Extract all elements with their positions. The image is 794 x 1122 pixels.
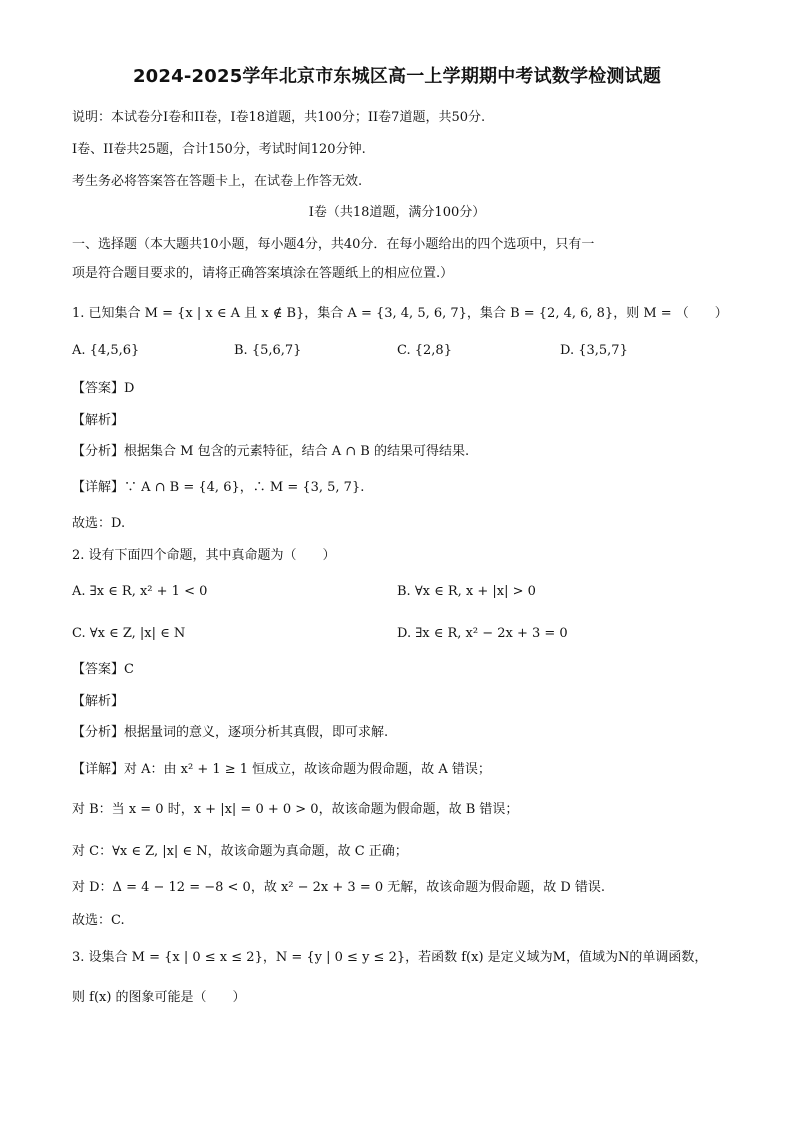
q2-option-a: A. ∃x ∈ R, x² + 1 < 0 bbox=[72, 584, 208, 599]
q1-option-b: B. {5,6,7} bbox=[234, 343, 302, 358]
q1-jiexi: 【解析】 bbox=[72, 413, 125, 428]
q1-option-a: A. {4,5,6} bbox=[72, 343, 140, 358]
q1-answer: 【答案】D bbox=[72, 381, 135, 396]
q3-stem-line-2: 则 f(x) 的图象可能是（ ） bbox=[72, 990, 246, 1005]
q2-option-b: B. ∀x ∈ R, x + |x| > 0 bbox=[397, 584, 536, 599]
q2-option-c: C. ∀x ∈ Z, |x| ∈ N bbox=[72, 626, 186, 641]
q2-jiexi: 【解析】 bbox=[72, 694, 125, 709]
intro-line-2: I卷、II卷共25题，合计150分，考试时间120分钟. bbox=[72, 142, 366, 157]
intro-line-1: 说明：本试卷分I卷和II卷，I卷18道题，共100分；II卷7道题，共50分. bbox=[72, 110, 486, 125]
q1-option-d: D. {3,5,7} bbox=[560, 343, 628, 358]
q2-conclusion: 故选：C. bbox=[72, 913, 125, 928]
q2-detail-b: 对 B：当 x = 0 时，x + |x| = 0 + 0 > 0，故该命题为假命题，故 B 错误； bbox=[72, 802, 519, 817]
q1-stem: 1. 已知集合 M = {x | x ∈ A 且 x ∉ B}，集合 A = {3, 4, 5, 6, 7}，集合 B = {2, 4, 6, 8}，则 M = （ ） bbox=[72, 306, 728, 321]
part-heading-line-1: 一、选择题（本大题共10小题，每小题4分，共40分．在每小题给出的四个选项中，只有一 bbox=[72, 237, 595, 252]
q2-detail-d: 对 D：Δ = 4 − 12 = −8 < 0，故 x² − 2x + 3 = 0 无解，故该命题为假命题，故 D 错误. bbox=[72, 880, 606, 895]
q1-detail: 【详解】∵ A ∩ B = {4, 6}，∴ M = {3, 5, 7}. bbox=[72, 480, 365, 495]
q2-analysis: 【分析】根据量词的意义，逐项分析其真假，即可求解. bbox=[72, 725, 389, 740]
q2-detail-a: 【详解】对 A：由 x² + 1 ≥ 1 恒成立，故该命题为假命题，故 A 错误； bbox=[72, 762, 491, 777]
q1-option-c: C. {2,8} bbox=[397, 343, 452, 358]
page-title: 2024-2025学年北京市东城区高一上学期期中考试数学检测试题 bbox=[132, 66, 662, 87]
q2-option-d: D. ∃x ∈ R, x² − 2x + 3 = 0 bbox=[397, 626, 568, 641]
section-heading: I卷（共18道题，满分100分） bbox=[308, 205, 486, 220]
q2-detail-c: 对 C：∀x ∈ Z, |x| ∈ N，故该命题为真命题，故 C 正确； bbox=[72, 844, 408, 859]
q1-analysis: 【分析】根据集合 M 包含的元素特征，结合 A ∩ B 的结果可得结果. bbox=[72, 444, 470, 459]
q3-stem-line-1: 3. 设集合 M = {x | 0 ≤ x ≤ 2}，N = {y | 0 ≤ y ≤ 2}，若函数 f(x) 是定义域为M，值域为N的单调函数， bbox=[72, 950, 708, 965]
intro-line-3: 考生务必将答案答在答题卡上，在试卷上作答无效. bbox=[72, 174, 363, 189]
q2-stem: 2. 设有下面四个命题，其中真命题为（ ） bbox=[72, 548, 336, 563]
q2-answer: 【答案】C bbox=[72, 662, 134, 677]
q1-conclusion: 故选：D. bbox=[72, 516, 126, 531]
part-heading-line-2: 项是符合题目要求的，请将正确答案填涂在答题纸上的相应位置.） bbox=[72, 266, 454, 281]
